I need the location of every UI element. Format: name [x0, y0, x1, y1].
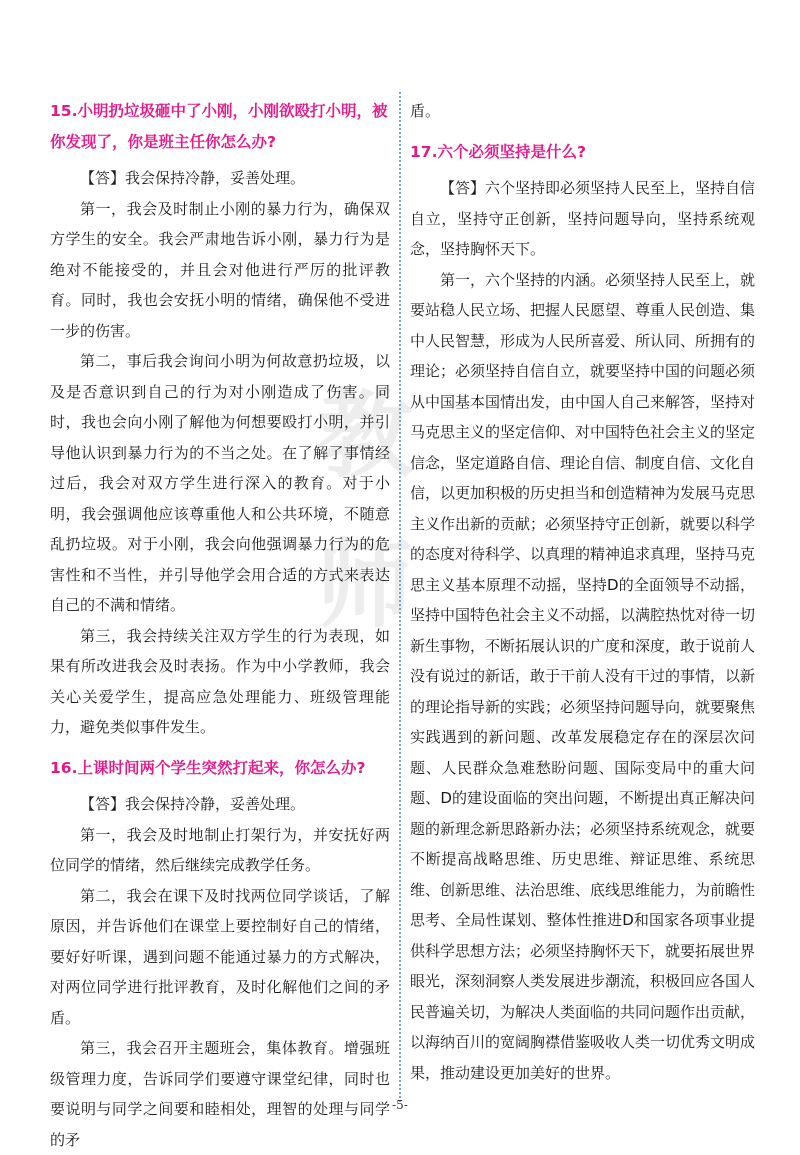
question-16-paragraph-2: 第二，我会在课下及时找两位同学谈话，了解原因，并告诉他们在课堂上要控制好自己的情绪，要好好听课，遇到问题不能通过暴力的方式解决，对两位同学进行批评教育，及时化解他们之间的矛盾。: [50, 886, 390, 1027]
question-16-title: 16.上课时间两个学生突然打起来，你怎么办?: [50, 758, 366, 777]
question-15-paragraph-3: 第三，我会持续关注双方学生的行为表现，如果有所改进我会及时表扬。作为中小学教师，我会关心关爱学生，提高应急处理能力、班级管理能力，避免类似事件发生。: [50, 626, 390, 736]
right-column: [410, 96, 755, 1088]
question-16-answer: 【答】我会保持冷静，妥善处理。: [80, 795, 306, 813]
watermark: 教师: [317, 379, 413, 641]
question-15-paragraph-1: 第一，我会及时制止小刚的暴力行为，确保双方学生的安全。我会严肃地告诉小刚，暴力行为是绝对不能接受的，并且会对他进行严厉的批评教育。同时，我也会安抚小明的情绪，确保他不受进一步的伤害。: [50, 199, 390, 340]
column-divider: [399, 92, 401, 1102]
left-column: [50, 96, 390, 1155]
question-16-paragraph-1: 第一，我会及时地制止打架行为，并安抚好两位同学的情绪，然后继续完成教学任务。: [50, 825, 390, 874]
question-15-title: 15.小明扔垃圾砸中了小刚，小刚欲殴打小明，被你发现了，你是班主任你怎么办?: [50, 102, 388, 151]
continued-text: 盾。: [410, 102, 441, 120]
question-17-title: 17.六个必须坚持是什么?: [410, 142, 586, 161]
question-17-paragraph-1: 第一，六个坚持的内涵。必须坚持人民至上，就要站稳人民立场、把握人民愿望、尊重人民创造、集中人民智慧，形成为人民所喜爱、所认同、所拥有的理论；必须坚持自信自立，就要坚持中国的问题必须从中国基本国情出发，由中国人自己来解答，坚持对马克思主义的坚定信仰、对中国特色社会主义的坚定信念，坚定道路自信、理论自信、制度自信、文化自信，以更加积极的历史担当和创造精神为发展马克思主义作出新的贡献；必须坚持守正创新，就要以科学的态度对待科学、以真理的精神追求真理，坚持马克思主义基本原理不动摇，坚持D的全面领导不动摇，坚持中国特色社会主义不动摇，以满腔热忱对待一切新生事物，不断拓展认识的广度和深度，敢于说前人没有说过的新话，敢于干前人没有干过的事情，以新的理论指导新的实践；必须坚持问题导向，就要聚焦实践遇到的新问题、改革发展稳定存在的深层次问题、人民群众急难愁盼问题、国际变局中的重大问题、D的建设面临的突出问题，不断提出真正解决问题的新理念新思路新办法；必须坚持系统观念，就要不断提高战略思维、历史思维、辩证思维、系统思维、创新思维、法治思维、底线思维能力，为前瞻性思考、全局性谋划、整体性推进D和国家各项事业提供科学思想方法；必须坚持胸怀天下，就要拓展世界眼光，深刻洞察人类发展进步潮流，积极回应各国人民普遍关切，为解决人类面临的共同问题作出贡献，以海纳百川的宽阔胸襟借鉴吸收人类一切优秀文明成果，推动建设更加美好的世界。: [410, 270, 756, 1082]
question-15-paragraph-2: 第二，事后我会询问小明为何故意扔垃圾，以及是否意识到自己的行为对小刚造成了伤害。同时，我也会向小刚了解他为何想要殴打小明，并引导他认识到暴力行为的不当之处。在了解了事情经过后，我会对双方学生进行深入的教育。对于小明，我会强调他应该尊重他人和公共环境，不随意乱扔垃圾。对于小刚，我会向他强调暴力行为的危害性和不当性，并引导他学会用合适的方式来表达自己的不满和情绪。: [50, 352, 390, 614]
question-16-paragraph-3: 第三，我会召开主题班会，集体教育。增强班级管理力度，告诉同学们要遵守课堂纪律，同时也要说明与同学之间要和睦相处，理智的处理与同学的矛: [50, 1039, 390, 1149]
question-17-answer: 【答】六个坚持即必须坚持人民至上，坚持自信自立，坚持守正创新，坚持问题导向，坚持系统观念，坚持胸怀天下。: [410, 179, 756, 258]
question-15-answer: 【答】我会保持冷静，妥善处理。: [80, 169, 306, 187]
page-number: -5-: [392, 1098, 408, 1112]
